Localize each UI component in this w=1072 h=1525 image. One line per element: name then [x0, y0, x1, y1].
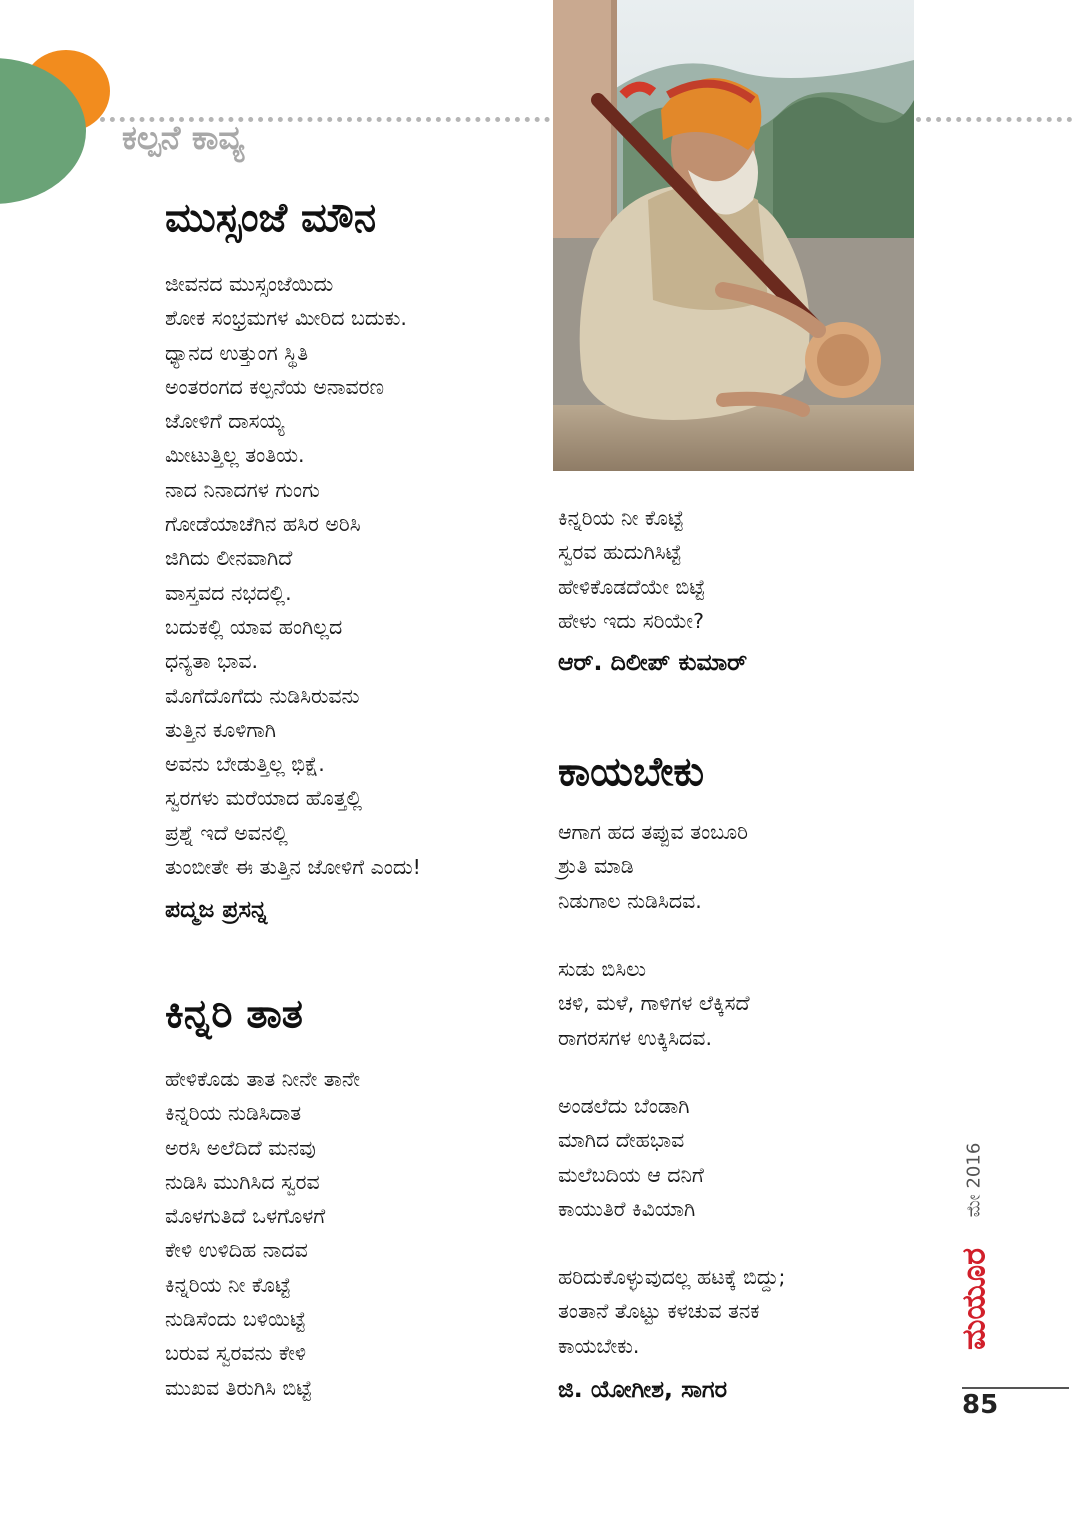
poem-line: ನಾದ ನಿನಾದಗಳ ಗುಂಗು — [165, 477, 320, 502]
poem-line: ಸ್ವರಗಳು ಮರೆಯಾದ ಹೊತ್ತಲ್ಲಿ — [165, 786, 362, 811]
poem-line: ಮಲೆಬದಿಯ ಆ ದನಿಗೆ — [558, 1162, 704, 1187]
poem-line: ಬರುವ ಸ್ವರವನು ಕೇಳಿ — [165, 1341, 307, 1366]
magazine-name: ಮಯೂರ — [954, 1247, 993, 1351]
poem-line: ನುಡಿಸಿ ಮುಗಿಸಿದ ಸ್ವರವ — [165, 1169, 320, 1194]
poem-line: ಕಾಯಬೇಕು. — [558, 1333, 640, 1358]
poem-line: ಕೇಳಿ ಉಳಿದಿಹ ನಾದವ — [165, 1238, 308, 1263]
poem-line: ಆಗಾಗ ಹದ ತಪ್ಪುವ ತಂಬೂರಿ — [558, 820, 748, 844]
issue-date: ಮೇ 2016 — [963, 1142, 985, 1218]
poem-line: ಶ್ರುತಿ ಮಾಡಿ — [558, 854, 634, 879]
poem-body-kinnari-taata-col2 — [558, 501, 705, 638]
poem-line: ನುಡಿಸೆಂದು ಬಳಿಯಿಟ್ಟೆ — [165, 1307, 306, 1332]
poem-line: ಕಿನ್ನರಿಯ ನುಡಿಸಿದಾತ — [165, 1101, 302, 1126]
poem-line: ವಾಸ್ತವದ ನಭದಲ್ಲಿ. — [165, 580, 292, 605]
poem-stanza — [558, 952, 750, 1055]
poem-line: ಧನ್ಯತಾ ಭಾವ. — [165, 649, 259, 674]
poem-title-mussanje-mouna: ಮುಸ್ಸಂಜೆ ಮೌನ — [165, 195, 377, 241]
poem-line: ಅಂಡಲೆದು ಬೆಂಡಾಗಿ — [558, 1094, 690, 1118]
poem-line: ಜೋಳಿಗೆ ದಾಸಯ್ಯ — [165, 409, 285, 434]
poem-line: ತುಂಬೀತೇ ಈ ತುತ್ತಿನ ಜೋಳಿಗೆ ಎಂದು! — [165, 855, 421, 880]
poem-line: ಸುಡು ಬಿಸಿಲು — [558, 957, 646, 981]
poem-line: ಕಿನ್ನರಿಯ ನೀ ಕೊಟ್ಟೆ — [165, 1272, 291, 1297]
poem-author: ಆರ್. ದಿಲೀಪ್ ಕುಮಾರ್ — [558, 648, 748, 676]
page-number: 85 — [962, 1390, 999, 1420]
poem-title-kaayabeku: ಕಾಯಬೇಕು — [558, 749, 705, 795]
poem-stanza — [558, 815, 748, 918]
poem-line: ನಿಡುಗಾಲ ನುಡಿಸಿದವ. — [558, 888, 702, 913]
poem-line: ಅರಸಿ ಅಲೆದಿದೆ ಮನವು — [165, 1135, 316, 1160]
poem-title-kinnari-taata: ಕಿನ್ನರಿ ತಾತ — [165, 991, 303, 1037]
poem-line: ಮುಖವ ತಿರುಗಿಸಿ ಬಿಟ್ಟೆ — [165, 1375, 312, 1400]
poem-line: ಶೋಕ ಸಂಭ್ರಮಗಳ ಮೀರಿದ ಬದುಕು. — [165, 306, 407, 331]
poem-author: ಪದ್ಮಜ ಪ್ರಸನ್ನ — [165, 895, 268, 923]
poem-line: ಪ್ರಶ್ನೆ ಇದೆ ಅವನಲ್ಲಿ — [165, 820, 288, 845]
poem-line: ಮೀಟುತ್ತಿಲ್ಲ ತಂತಿಯ. — [165, 443, 305, 468]
poem-line: ಕಿನ್ನರಿಯ ನೀ ಕೊಟ್ಟೆ — [558, 506, 684, 530]
poem-line: ಮೊಗೆದೊಗೆದು ನುಡಿಸಿರುವನು — [165, 683, 360, 708]
poem-line: ತಂತಾನೆ ತೊಟ್ಟು ಕಳಚುವ ತನಕ — [558, 1299, 760, 1324]
poem-line: ಹೇಳಿಕೊಡದೆಯೇ ಬಿಟ್ಟೆ — [558, 574, 706, 599]
poem-line: ಧ್ಯಾನದ ಉತ್ತುಂಗ ಸ್ಥಿತಿ — [165, 340, 309, 365]
poem-line: ಸ್ವರವ ಹುದುಗಿಸಿಟ್ಟೆ — [558, 540, 682, 565]
poem-author: ಜಿ. ಯೋಗೀಶ, ಸಾಗರ — [558, 1375, 728, 1403]
poem-stanza — [558, 1089, 704, 1226]
poem-line: ಹರಿದುಕೊಳ್ಳುವುದಲ್ಲ ಹಟಕ್ಕೆ ಬಿದ್ದು; — [558, 1265, 786, 1289]
magazine-branding — [952, 1135, 996, 1365]
poem-line: ಬದುಕಲ್ಲಿ ಯಾವ ಹಂಗಿಲ್ಲದ — [165, 614, 343, 639]
page-number-rule — [962, 1387, 1069, 1389]
poem-line: ಅಂತರಂಗದ ಕಲ್ಪನೆಯ ಅನಾವರಣ — [165, 374, 385, 399]
poem-body-kinnari-taata-col1 — [165, 1062, 360, 1405]
dotted-divider-right — [916, 117, 1072, 122]
poem-line: ರಾಗರಸಗಳ ಉಕ್ಕಿಸಿದವ. — [558, 1025, 712, 1050]
poem-line: ಮಾಗಿದ ದೇಹಭಾವ — [558, 1128, 685, 1153]
poem-line: ಜಿಗಿದು ಲೀನವಾಗಿದೆ — [165, 546, 293, 571]
musician-with-kinnari-icon — [553, 0, 914, 471]
poem-line: ಅವನು ಬೇಡುತ್ತಿಲ್ಲ ಭಿಕ್ಷೆ. — [165, 752, 325, 777]
poem-line: ಹೇಳು ಇದು ಸರಿಯೇ? — [558, 608, 704, 633]
section-label: ಕಲ್ಪನೆ ಕಾವ್ಯ — [122, 118, 245, 157]
poem-stanza — [558, 1260, 785, 1363]
poem-line: ಮೊಳಗುತಿದೆ ಒಳಗೊಳಗೆ — [165, 1204, 326, 1229]
poem-line: ಕಾಯುತಿರೆ ಕಿವಿಯಾಗಿ — [558, 1196, 696, 1221]
poem-body-mussanje-mouna — [165, 267, 421, 884]
musician-photo — [553, 0, 914, 471]
poem-line: ತುತ್ತಿನ ಕೂಳಿಗಾಗಿ — [165, 717, 276, 742]
poem-line: ಜೀವನದ ಮುಸ್ಸಂಜೆಯಿದು — [165, 272, 334, 296]
poem-line: ಗೋಡೆಯಾಚೆಗಿನ ಹಸಿರ ಅರಿಸಿ — [165, 512, 361, 537]
poem-line: ಹೇಳಿಕೊಡು ತಾತ ನೀನೇ ತಾನೇ — [165, 1067, 360, 1091]
poem-line: ಚಳಿ, ಮಳೆ, ಗಾಳಿಗಳ ಲೆಕ್ಕಿಸದೆ — [558, 991, 750, 1016]
